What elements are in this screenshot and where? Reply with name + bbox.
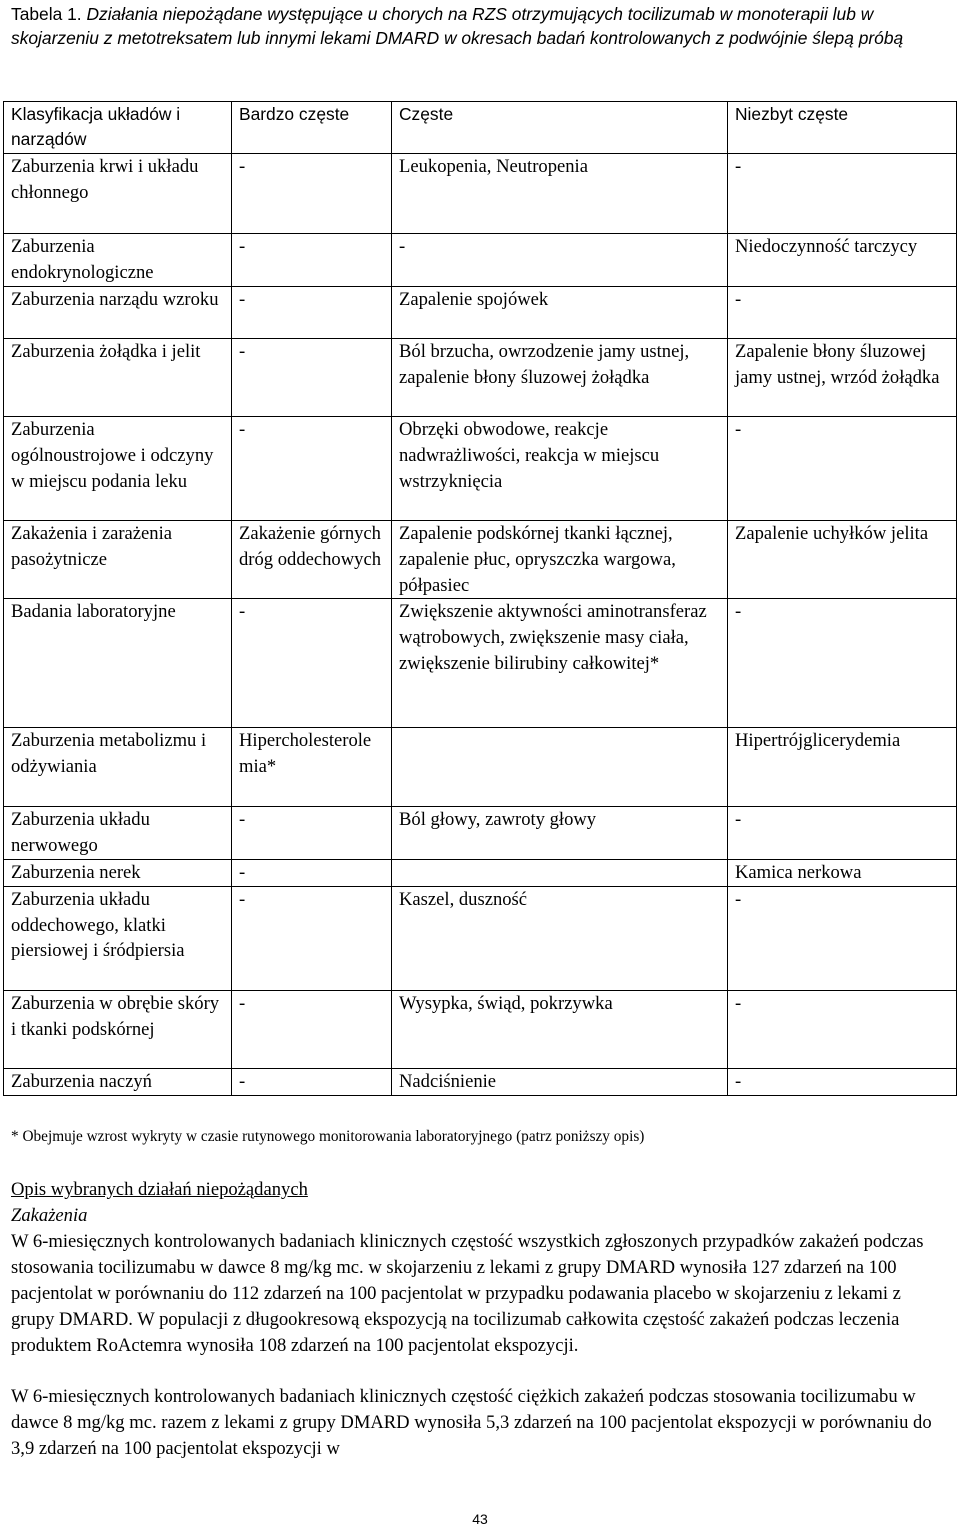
very-common-cell: - (232, 859, 392, 886)
section-heading: Opis wybranych działań niepożądanych (11, 1179, 308, 1200)
uncommon-cell: Kamica nerkowa (728, 859, 957, 886)
organ-class-cell: Zaburzenia narządu wzroku (4, 287, 232, 339)
common-cell: Obrzęki obwodowe, reakcje nadwrażliwości, reakcja w miejscu wstrzyknięcia (392, 417, 728, 521)
table-row (4, 521, 957, 599)
common-cell: Kaszel, duszność (392, 886, 728, 990)
organ-class-cell: Zaburzenia metabolizmu i odżywiania (4, 728, 232, 807)
organ-class-cell: Zaburzenia żołądka i jelit (4, 339, 232, 417)
common-cell: Zapalenie spojówek (392, 287, 728, 339)
header-common: Częste (392, 102, 728, 154)
table-caption (11, 2, 946, 50)
paragraph: W 6-miesięcznych kontrolowanych badaniach klinicznych częstość wszystkich zgłoszonych przypadków zakażeń podczas stosowania tocilizumabu w dawce 8 mg/kg mc. w skojarzeniu z lekami z grupy DMARD wynosiła 127 zdarzeń na 100 pacjentolat w porównaniu do 112 zdarzeń na 100 pacjentolat w przypadku podawania placebo w skojarzeniu z lekami z grupy DMARD. W populacji z długookresową ekspozycją na tocilizumab całkowita częstość zakażeń podczas leczenia produktem RoActemra wynosiła 108 zdarzeń na 100 pacjentolat ekspozycji. (11, 1231, 924, 1356)
organ-class-cell: Badania laboratoryjne (4, 599, 232, 728)
organ-class-cell: Zaburzenia układu nerwowego (4, 807, 232, 860)
section-subheading: Zakażenia (11, 1205, 88, 1226)
adverse-reactions-description (11, 1177, 946, 1462)
organ-class-cell: Zaburzenia krwi i układu chłonnego (4, 154, 232, 234)
table-row (4, 859, 957, 886)
common-cell: - (392, 234, 728, 287)
common-cell (392, 728, 728, 807)
table-row (4, 1068, 957, 1095)
uncommon-cell: - (728, 886, 957, 990)
common-cell: Nadciśnienie (392, 1068, 728, 1095)
table-row (4, 154, 957, 234)
common-cell: Ból brzucha, owrzodzenie jamy ustnej, zapalenie błony śluzowej żołądka (392, 339, 728, 417)
organ-class-cell: Zaburzenia endokrynologiczne (4, 234, 232, 287)
table-row (4, 287, 957, 339)
common-cell: Wysypka, świąd, pokrzywka (392, 990, 728, 1068)
very-common-cell: - (232, 339, 392, 417)
table-row (4, 807, 957, 860)
uncommon-cell: - (728, 807, 957, 860)
common-cell: Zwiększenie aktywności aminotransferaz wątrobowych, zwiększenie masy ciała, zwiększenie bilirubiny całkowitej* (392, 599, 728, 728)
organ-class-cell: Zaburzenia ogólnoustrojowe i odczyny w miejscu podania leku (4, 417, 232, 521)
uncommon-cell: Hipertrójglicerydemia (728, 728, 957, 807)
uncommon-cell: Zapalenie błony śluzowej jamy ustnej, wrzód żołądka (728, 339, 957, 417)
uncommon-cell: - (728, 990, 957, 1068)
common-cell (392, 859, 728, 886)
header-uncommon: Niezbyt częste (728, 102, 957, 154)
very-common-cell: Zakażenie górnych dróg oddechowych (232, 521, 392, 599)
table-row (4, 728, 957, 807)
organ-class-cell: Zakażenia i zarażenia pasożytnicze (4, 521, 232, 599)
uncommon-cell: - (728, 417, 957, 521)
very-common-cell: - (232, 154, 392, 234)
very-common-cell: Hipercholesterolemia* (232, 728, 392, 807)
table-row (4, 886, 957, 990)
uncommon-cell: - (728, 599, 957, 728)
header-organ-class: Klasyfikacja układów i narządów (4, 102, 232, 154)
table-row (4, 339, 957, 417)
very-common-cell: - (232, 886, 392, 990)
very-common-cell: - (232, 990, 392, 1068)
uncommon-cell: - (728, 287, 957, 339)
paragraph: W 6-miesięcznych kontrolowanych badaniach klinicznych częstość ciężkich zakażeń podczas stosowania tocilizumabu w dawce 8 mg/kg mc. razem z lekami z grupy DMARD wynosiła 5,3 zdarzeń na 100 pacjentolat ekspozycji w porównaniu do 3,9 zdarzeń na 100 pacjentolat ekspozycji w (11, 1386, 932, 1459)
very-common-cell: - (232, 417, 392, 521)
uncommon-cell: Zapalenie uchyłków jelita (728, 521, 957, 599)
very-common-cell: - (232, 599, 392, 728)
very-common-cell: - (232, 1068, 392, 1095)
caption-label: Tabela 1. (11, 4, 82, 24)
common-cell: Ból głowy, zawroty głowy (392, 807, 728, 860)
header-very-common: Bardzo częste (232, 102, 392, 154)
organ-class-cell: Zaburzenia układu oddechowego, klatki piersiowej i śródpiersia (4, 886, 232, 990)
table-row (4, 417, 957, 521)
page-number: 43 (472, 1511, 488, 1527)
common-cell: Zapalenie podskórnej tkanki łącznej, zapalenie płuc, opryszczka wargowa, półpasiec (392, 521, 728, 599)
organ-class-cell: Zaburzenia naczyń (4, 1068, 232, 1095)
table-footnote: * Obejmuje wzrost wykryty w czasie rutynowego monitorowania laboratoryjnego (patrz poniższy opis) (11, 1128, 645, 1145)
common-cell: Leukopenia, Neutropenia (392, 154, 728, 234)
uncommon-cell: - (728, 154, 957, 234)
caption-title: Działania niepożądane występujące u chorych na RZS otrzymujących tocilizumab w monoterapii lub w skojarzeniu z metotreksatem lub innymi lekami DMARD w okresach badań kontrolowanych z podwójnie ślepą próbą (11, 4, 904, 48)
very-common-cell: - (232, 807, 392, 860)
table-header-row (4, 102, 957, 154)
table-row (4, 234, 957, 287)
uncommon-cell: - (728, 1068, 957, 1095)
table-row (4, 990, 957, 1068)
organ-class-cell: Zaburzenia nerek (4, 859, 232, 886)
very-common-cell: - (232, 287, 392, 339)
adverse-reactions-table (3, 101, 957, 1096)
very-common-cell: - (232, 234, 392, 287)
organ-class-cell: Zaburzenia w obrębie skóry i tkanki podskórnej (4, 990, 232, 1068)
uncommon-cell: Niedoczynność tarczycy (728, 234, 957, 287)
table-row (4, 599, 957, 728)
